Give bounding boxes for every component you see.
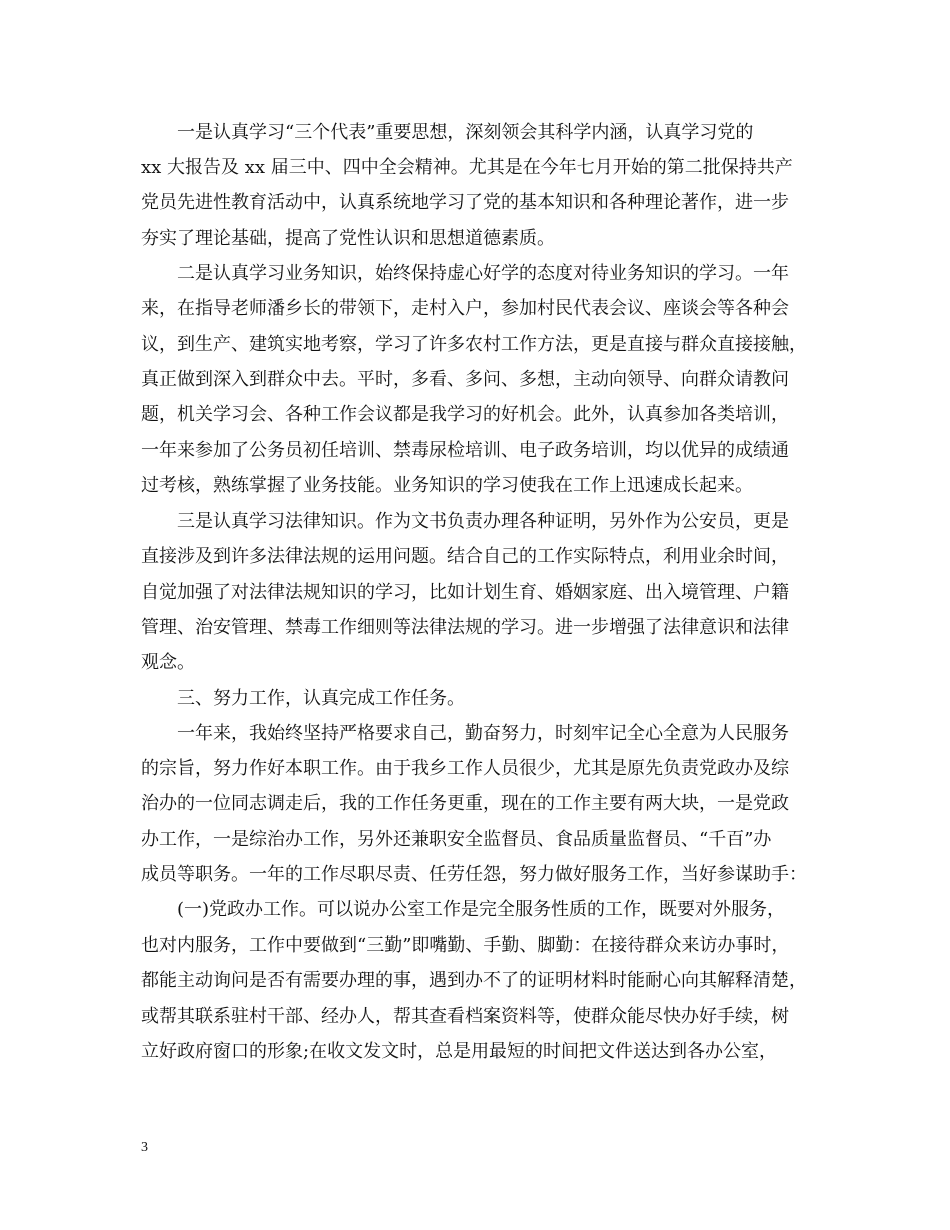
- text-line: 三是认真学习法律知识。作为文书负责办理各种证明，另外作为公安员，更是: [141, 511, 789, 532]
- text-line: 一年来，我始终坚持严格要求自己，勤奋努力，时刻牢记全心全意为人民服务: [141, 723, 789, 744]
- text-line: 党员先进性教育活动中，认真系统地学习了党的基本知识和各种理论著作，进一步: [141, 192, 789, 213]
- text-line: 管理、治安管理、禁毒工作细则等法律法规的学习。进一步增强了法律意识和法律: [141, 617, 789, 638]
- text-line: 都能主动询问是否有需要办理的事，遇到办不了的证明材料时能耐心向其解释清楚，: [141, 970, 807, 991]
- text-line: 来，在指导老师潘乡长的带领下，走村入户，参加村民代表会议、座谈会等各种会: [141, 298, 789, 319]
- text-line: 直接涉及到许多法律法规的运用问题。结合自己的工作实际特点，利用业余时间，: [141, 546, 789, 567]
- text-line: 夯实了理论基础，提高了党性认识和思想道德素质。: [141, 228, 555, 249]
- text-line: 题，机关学习会、各种工作会议都是我学习的好机会。此外，认真参加各类培训，: [141, 404, 789, 425]
- text-line: 二是认真学习业务知识，始终保持虚心好学的态度对待业务知识的学习。一年: [141, 263, 789, 284]
- text-line: xx 大报告及 xx 届三中、四中全会精神。尤其是在今年七月开始的第二批保持共产: [141, 157, 793, 178]
- text-line: 自觉加强了对法律法规知识的学习，比如计划生育、婚姻家庭、出入境管理、户籍: [141, 582, 789, 603]
- text-line: 也对内服务，工作中要做到“三勤”即嘴勤、手勤、脚勤：在接待群众来访办事时，: [141, 935, 790, 956]
- text-line: 办工作，一是综治办工作，另外还兼职安全监督员、食品质量监督员、“千百”办: [141, 829, 772, 850]
- text-line: 过考核，熟练掌握了业务技能。业务知识的学习使我在工作上迅速成长起来。: [141, 475, 753, 496]
- text-line: 或帮其联系驻村干部、经办人，帮其查看档案资料等，使群众能尽快办好手续，树: [141, 1006, 789, 1027]
- text-line: 立好政府窗口的形象;在收文发文时，总是用最短的时间把文件送达到各办公室，: [141, 1041, 778, 1062]
- text-line: 一年来参加了公务员初任培训、禁毒尿检培训、电子政务培训，均以优异的成绩通: [141, 440, 789, 461]
- page-number: 3: [141, 1140, 148, 1155]
- text-line: 的宗旨，努力作好本职工作。由于我乡工作人员很少，尤其是原先负责党政办及综: [141, 758, 789, 779]
- text-line: 议，到生产、建筑实地考察，学习了许多农村工作方法，更是直接与群众直接接触，: [141, 334, 807, 355]
- text-line: 三、努力工作，认真完成工作任务。: [141, 688, 465, 709]
- text-line: 成员等职务。一年的工作尽职尽责、任劳任怨，努力做好服务工作，当好参谋助手：: [141, 864, 807, 885]
- text-line: 一是认真学习“三个代表”重要思想，深刻领会其科学内涵，认真学习党的: [141, 122, 754, 143]
- text-line: 观念。: [141, 652, 195, 673]
- text-line: 真正做到深入到群众中去。平时，多看、多问、多想，主动向领导、向群众请教问: [141, 369, 789, 390]
- text-line: (一)党政办工作。可以说办公室工作是完全服务性质的工作，既要对外服务，: [141, 899, 786, 920]
- text-line: 治办的一位同志调走后，我的工作任务更重，现在的工作主要有两大块，一是党政: [141, 793, 789, 814]
